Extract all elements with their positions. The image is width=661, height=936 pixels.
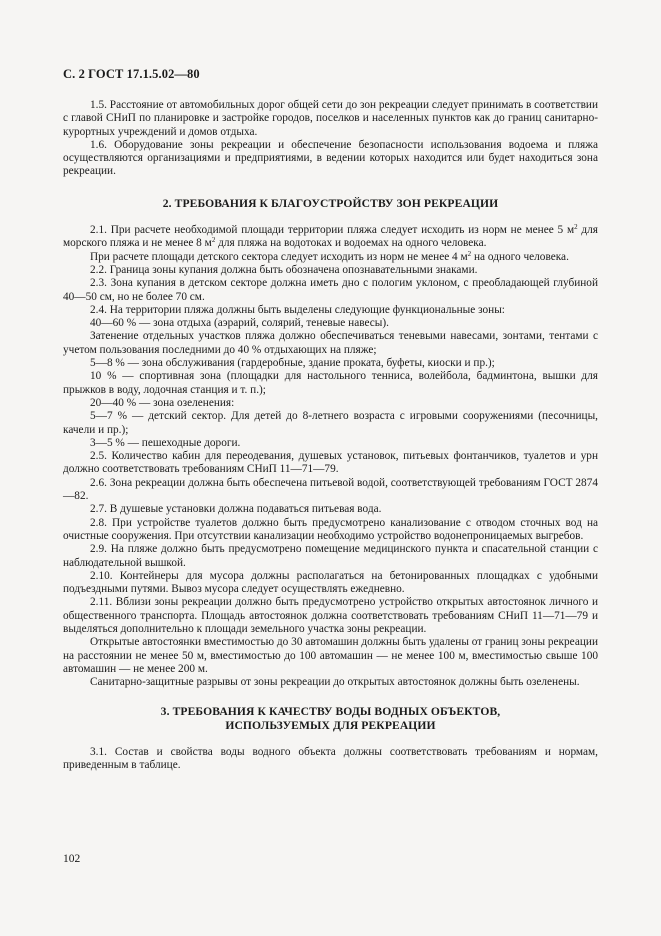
section-3-title-line-1: 3. ТРЕБОВАНИЯ К КАЧЕСТВУ ВОДЫ ВОДНЫХ ОБЪЕКТОВ, xyxy=(160,705,501,719)
paragraph-2-11: 2.11. Вблизи зоны рекреации должно быть предусмотрено устройство открытых автостоянок личного и общественного транспорта. Площадь автостоянок должна соответствовать требованиям СНиП 11—71—79 и выделяться дополнительно к площади земельного участка зоны рекреации. xyxy=(63,596,598,635)
section-2-title: 2. ТРЕБОВАНИЯ К БЛАГОУСТРОЙСТВУ ЗОН РЕКРЕАЦИИ xyxy=(162,196,499,210)
paragraph-3-1: 3.1. Состав и свойства воды водного объекта должны соответствовать требованиям и нормам, приведенным в таблице. xyxy=(63,746,598,772)
zone-sport: 10 % — спортивная зона (площадки для настольного тенниса, волейбола, бадминтона, вышки для прыжков в воду, лодочная станция и т. п.); xyxy=(63,370,598,396)
paragraph-1-6: 1.6. Оборудование зоны рекреации и обеспечение безопасности использования водоема и пляжа осуществляются организациями и предприятиями, в ведении которых находится или будет находиться зона рекреации. xyxy=(63,138,598,178)
zone-rest: 40—60 % — зона отдыха (аэрарий, солярий, теневые навесы). xyxy=(90,317,389,330)
zone-paths: 3—5 % — пешеходные дороги. xyxy=(90,436,241,449)
paragraph-parking: Открытые автостоянки вместимостью до 30 автомашин должны быть удалены от границ зоны рекреации на расстоянии не менее 50 м, вместимостью до 100 автомашин — не менее 100 м, вместимостью свыше 100 автомашин — не менее 200 м. xyxy=(63,636,598,675)
paragraph-shading: Затенение отдельных участков пляжа должно обеспечиваться теневыми навесами, зонтами, тентами с учетом пользования последними до 40 % отдыхающих на пляже; xyxy=(63,330,598,356)
page-number: 102 xyxy=(63,853,81,865)
paragraph-2-10: 2.10. Контейнеры для мусора должны располагаться на бетонированных площадках с удобными подъездными путями. Вывоз мусора следует осуществлять ежедневно. xyxy=(63,569,598,596)
zone-service: 5—8 % — зона обслуживания (гардеробные, здание проката, буфеты, киоски и пр.); xyxy=(90,357,495,370)
paragraph-2-3: 2.3. Зона купания в детском секторе должна иметь дно с пологим уклоном, с преобладающей глубиной 40—50 см, но не более 70 см. xyxy=(63,277,598,303)
paragraph-2-2: 2.2. Граница зоны купания должна быть обозначена опознавательными знаками. xyxy=(90,263,478,276)
zone-green: 20—40 % — зона озеленения: xyxy=(90,396,235,409)
section-3-title-line-2: ИСПОЛЬЗУЕМЫХ ДЛЯ РЕКРЕАЦИИ xyxy=(225,718,436,732)
paragraph-sanitary: Санитарно-защитные разрывы от зоны рекреации до открытых автостоянок должны быть озеленены. xyxy=(90,676,580,689)
paragraph-1-5: 1.5. Расстояние от автомобильных дорог общей сети до зон рекреации следует принимать в соответствии с главой СНиП по планировке и застройке городов, поселков и населенных пунктов как до границ санитарно-курортных учреждений и домов отдыха. xyxy=(63,99,598,138)
paragraph-2-5: 2.5. Количество кабин для переодевания, душевых установок, питьевых фонтанчиков, туалетов и урн должно соответствовать требованиям СНиП 11—71—79. xyxy=(63,450,598,476)
paragraph-2-4: 2.4. На территории пляжа должны быть выделены следующие функциональные зоны: xyxy=(90,303,505,316)
paragraph-2-8: 2.8. При устройстве туалетов должно быть предусмотрено канализование с отводом сточных вод на очистные сооружения. При отсутствии канализации необходимо устройство водонепроницаемых выгребов. xyxy=(63,516,598,542)
page-header: С. 2 ГОСТ 17.1.5.02—80 xyxy=(63,67,200,81)
zone-children: 5—7 % — детский сектор. Для детей до 8-летнего возраста с игровыми сооружениями (песочницы, качели и пр.); xyxy=(63,410,598,436)
paragraph-2-1: 2.1. При расчете необходимой площади территории пляжа следует исходить из норм не менее 5 $м^2$ для морского пляжа и не менее 8 $м^2$ для пляжа на водотоках и водоемах на одного человека. xyxy=(63,223,598,250)
paragraph-2-6: 2.6. Зона рекреации должна быть обеспечена питьевой водой, соответствующей требованиям ГОСТ 2874—82. xyxy=(63,476,598,503)
paragraph-2-7: 2.7. В душевые установки должна подаваться питьевая вода. xyxy=(90,503,382,516)
paragraph-child-sector: При расчете площади детского сектора следует исходить из норм не менее 4 $м^2$ на одного человека. xyxy=(90,249,569,263)
document-body xyxy=(63,99,598,773)
paragraph-2-9: 2.9. На пляже должно быть предусмотрено помещение медицинского пункта и спасательной станции с наблюдательной вышкой. xyxy=(63,543,598,569)
